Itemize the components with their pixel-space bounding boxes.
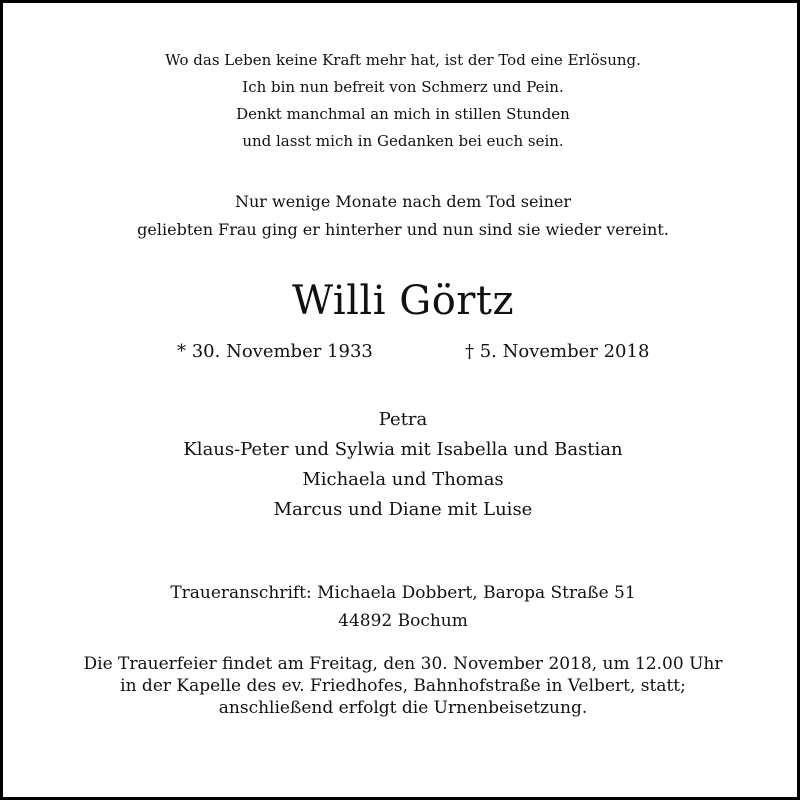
- family-line: Michaela und Thomas: [302, 469, 504, 490]
- mourning-address: [3, 579, 800, 635]
- intro-line: Nur wenige Monate nach dem Tod seiner: [234, 192, 572, 211]
- poem-line: Ich bin nun befreit von Schmerz und Pein.: [242, 78, 564, 96]
- deceased-name: Willi Görtz: [291, 278, 515, 324]
- service-line: Die Trauerfeier findet am Freitag, den 30. November 2018, um 12.00 Uhr: [83, 654, 723, 674]
- birth-date: * 30. November 1933: [177, 341, 373, 362]
- poem-line: und lasst mich in Gedanken bei euch sein.: [242, 132, 564, 150]
- service-line: anschließend erfolgt die Urnenbeisetzung.: [218, 698, 588, 718]
- family-line: Klaus-Peter und Sylwia mit Isabella und Bastian: [183, 439, 623, 460]
- service-line: in der Kapelle des ev. Friedhofes, Bahnhofstraße in Velbert, statt;: [120, 676, 686, 696]
- intro-line: geliebten Frau ging er hinterher und nun sind sie wieder vereint.: [137, 220, 669, 239]
- address-line: Traueranschrift: Michaela Dobbert, Baropa Straße 51: [170, 583, 636, 603]
- poem-line: Wo das Leben keine Kraft mehr hat, ist der Tod eine Erlösung.: [165, 51, 641, 69]
- intro-text: [3, 188, 800, 244]
- poem-line: Denkt manchmal an mich in stillen Stunden: [236, 105, 570, 123]
- address-line: 44892 Bochum: [338, 611, 468, 631]
- funeral-service-info: [3, 653, 800, 719]
- family-members: [3, 405, 800, 525]
- family-line: Marcus und Diane mit Luise: [273, 499, 533, 520]
- death-date: † 5. November 2018: [465, 341, 650, 362]
- family-line: Petra: [378, 409, 428, 430]
- poem: [3, 47, 800, 155]
